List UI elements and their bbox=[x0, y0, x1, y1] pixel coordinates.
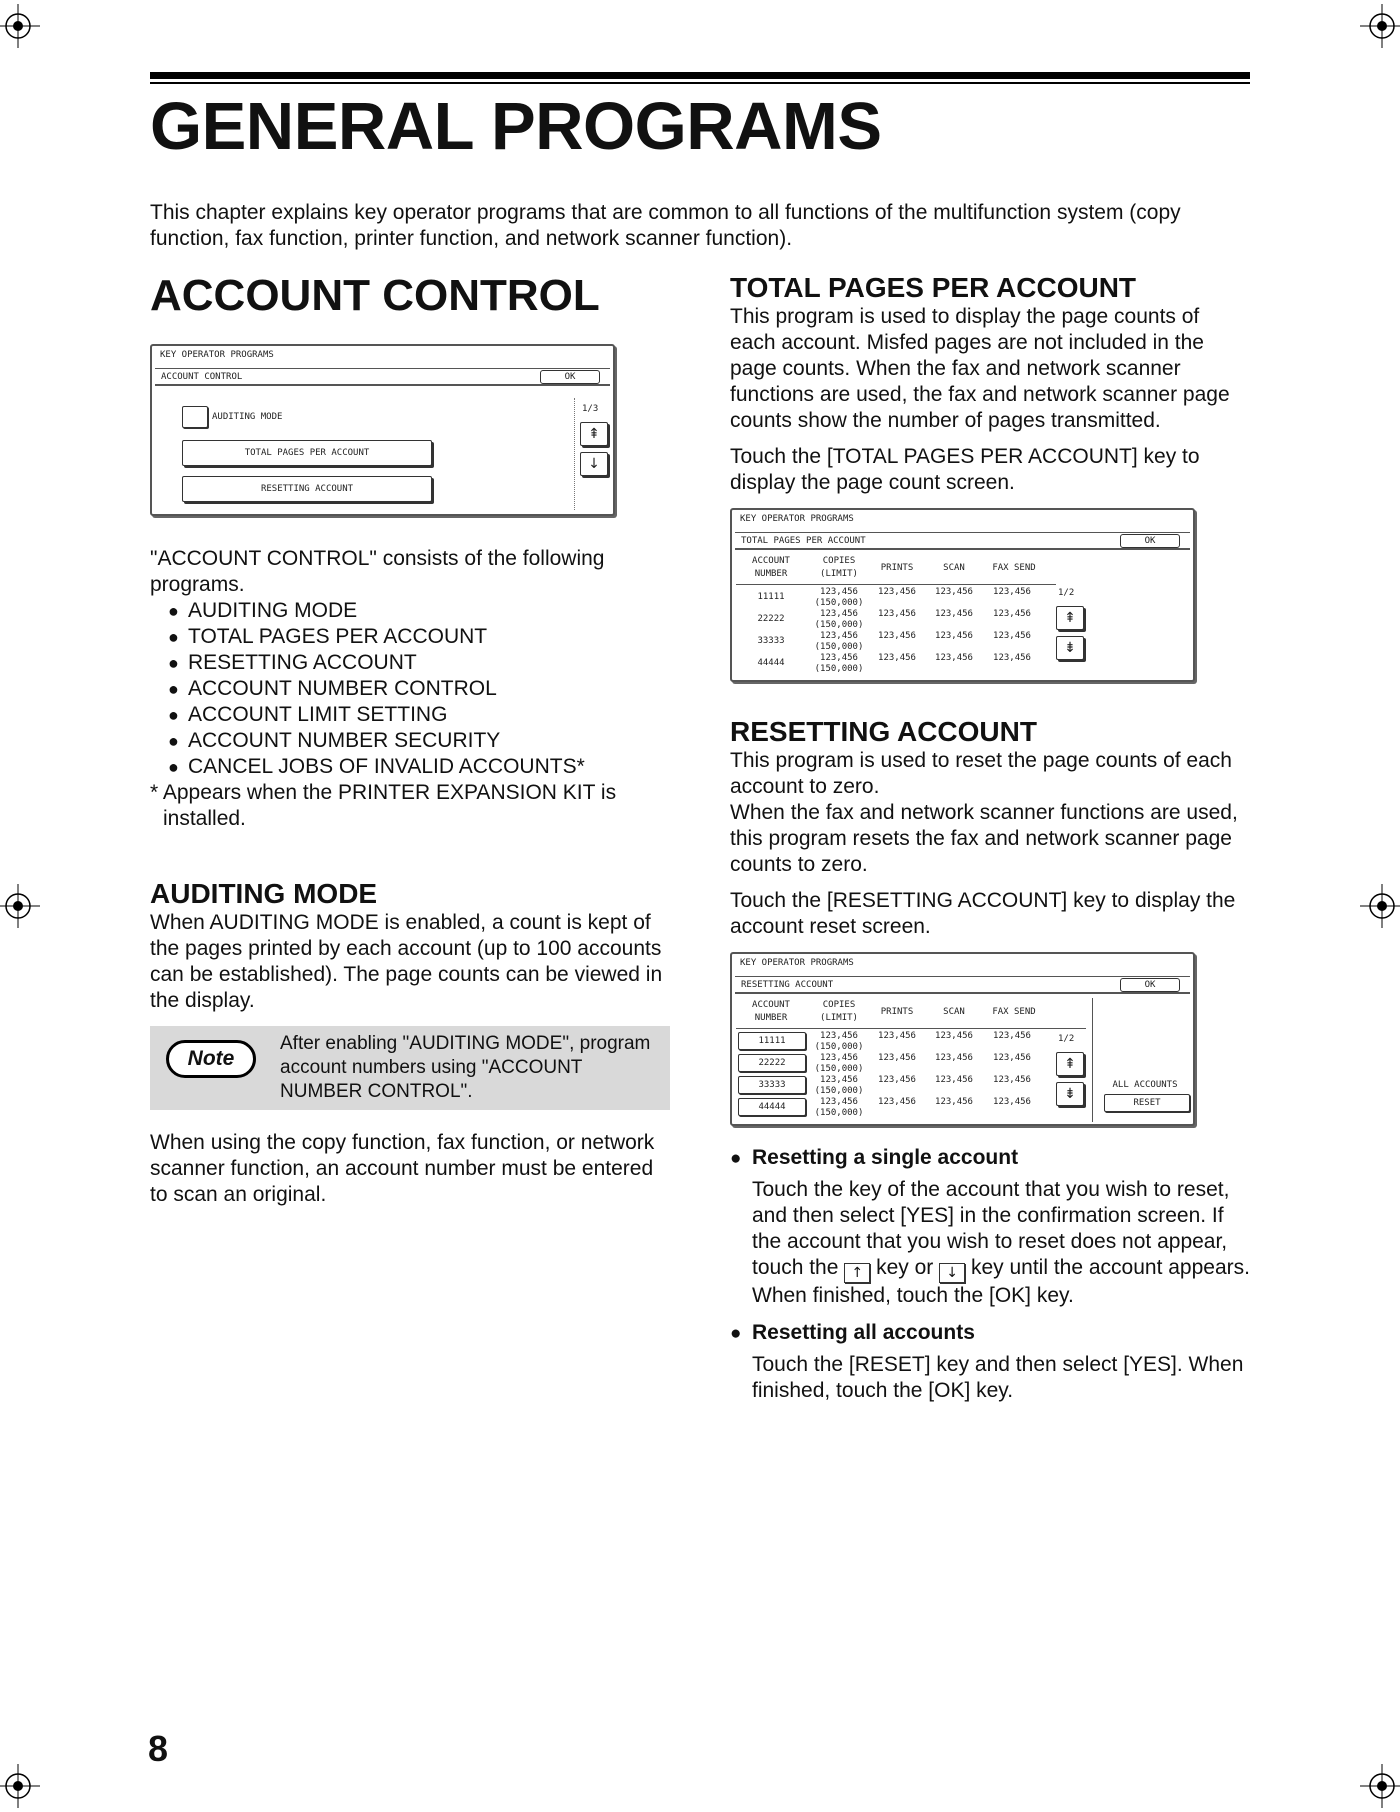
col-account-line2: NUMBER bbox=[754, 1013, 788, 1023]
col-copies-line2: (LIMIT) bbox=[820, 569, 858, 579]
col-fax: FAX SEND bbox=[992, 1007, 1036, 1017]
cell-scan: 123,456 bbox=[935, 653, 973, 663]
cell-prints: 123,456 bbox=[878, 1075, 916, 1085]
single-body-a: Touch the key of the account that you wish to reset, and then select [YES] in the confirmation screen. If the account that you wish to reset does not appear, touch the bbox=[752, 1178, 1230, 1279]
note-box bbox=[150, 1026, 670, 1110]
down-arrow-key-icon: ↓ bbox=[939, 1263, 965, 1283]
cell-account: 33333 bbox=[757, 636, 785, 646]
screen-header-1: KEY OPERATOR PROGRAMS bbox=[740, 958, 854, 968]
page-title: GENERAL PROGRAMS bbox=[150, 89, 882, 164]
cell-prints: 123,456 bbox=[878, 653, 916, 663]
total-pages-screen bbox=[730, 508, 1195, 682]
ok-button[interactable]: OK bbox=[1120, 534, 1180, 548]
cell-scan: 123,456 bbox=[935, 609, 973, 619]
list-item: ● TOTAL PAGES PER ACCOUNT bbox=[168, 624, 670, 650]
cell-limit: (150,000) bbox=[814, 1108, 864, 1118]
cell-limit: (150,000) bbox=[814, 1086, 864, 1096]
scroll-down-icon[interactable]: ↓ bbox=[580, 452, 608, 476]
cell-prints: 123,456 bbox=[878, 1053, 916, 1063]
cell-copies: 123,456 bbox=[820, 631, 858, 641]
screen-header-2-label: TOTAL PAGES PER ACCOUNT bbox=[741, 536, 866, 546]
col-account-line1: ACCOUNT bbox=[752, 1000, 790, 1010]
scroll-up-icon[interactable]: ⇞ bbox=[1056, 606, 1084, 630]
screen-header-2 bbox=[735, 532, 1190, 550]
account-key-44444[interactable]: 44444 bbox=[738, 1098, 806, 1116]
cell-scan: 123,456 bbox=[935, 1097, 973, 1107]
cell-fax: 123,456 bbox=[993, 653, 1031, 663]
col-copies bbox=[814, 1000, 864, 1023]
registration-mark-icon bbox=[1360, 884, 1400, 928]
single-account-heading bbox=[730, 1144, 1250, 1173]
screen-header-2 bbox=[735, 976, 1190, 994]
scroll-down-icon[interactable]: ⇟ bbox=[1056, 636, 1084, 660]
reset-button[interactable]: RESET bbox=[1104, 1094, 1190, 1112]
screen-header-1: KEY OPERATOR PROGRAMS bbox=[160, 350, 274, 360]
cell-scan: 123,456 bbox=[935, 1053, 973, 1063]
cell-fax: 123,456 bbox=[993, 1097, 1031, 1107]
col-copies-line1: COPIES bbox=[822, 556, 856, 566]
single-account-body bbox=[752, 1177, 1250, 1309]
cell-limit: (150,000) bbox=[814, 620, 864, 630]
cell-limit: (150,000) bbox=[814, 664, 864, 674]
resetting-body-1: This program is used to reset the page counts of each account to zero. bbox=[730, 749, 1232, 798]
note-text: After enabling "AUDITING MODE", program account numbers using "ACCOUNT NUMBER CONTROL". bbox=[280, 1033, 651, 1102]
col-copies bbox=[814, 556, 864, 579]
list-item: ● ACCOUNT NUMBER CONTROL bbox=[168, 676, 670, 702]
account-key-22222[interactable]: 22222 bbox=[738, 1054, 806, 1072]
list-item: ● AUDITING MODE bbox=[168, 598, 670, 624]
cell-fax: 123,456 bbox=[993, 1053, 1031, 1063]
ok-button[interactable]: OK bbox=[540, 370, 600, 384]
single-body-c: key until the account appears. When finished, touch the [OK] key. bbox=[752, 1256, 1250, 1307]
cell-scan: 123,456 bbox=[935, 1031, 973, 1041]
registration-mark-icon bbox=[0, 4, 40, 48]
cell-fax: 123,456 bbox=[993, 1031, 1031, 1041]
cell-copies: 123,456 bbox=[820, 1031, 858, 1041]
account-key-11111[interactable]: 11111 bbox=[738, 1032, 806, 1050]
col-prints: PRINTS bbox=[880, 1007, 914, 1017]
page-number: 8 bbox=[148, 1728, 169, 1769]
cell-prints: 123,456 bbox=[878, 1097, 916, 1107]
total-pages-body-1: This program is used to display the page counts of each account. Misfed pages are not included in the page counts. When the fax and network scanner functions are used, the fax and network scanner page counts show the number of pages transmitted. bbox=[730, 305, 1230, 432]
cell-prints: 123,456 bbox=[878, 609, 916, 619]
cell-scan: 123,456 bbox=[935, 587, 973, 597]
registration-mark-icon bbox=[1360, 4, 1400, 48]
screen-divider bbox=[574, 398, 575, 510]
right-column bbox=[730, 272, 1250, 1404]
table-header-rule bbox=[736, 1028, 1086, 1029]
auditing-mode-heading: AUDITING MODE bbox=[150, 878, 378, 909]
cell-account: 44444 bbox=[757, 658, 785, 668]
col-scan: SCAN bbox=[943, 563, 965, 573]
col-account-line2: NUMBER bbox=[754, 569, 788, 579]
screen-header-2-label: ACCOUNT CONTROL bbox=[161, 372, 243, 382]
table-header-rule bbox=[736, 584, 1056, 585]
cell-account: 22222 bbox=[757, 614, 785, 624]
total-pages-heading: TOTAL PAGES PER ACCOUNT bbox=[730, 272, 1137, 303]
cell-prints: 123,456 bbox=[878, 587, 916, 597]
cell-fax: 123,456 bbox=[993, 587, 1031, 597]
col-scan: SCAN bbox=[943, 1007, 965, 1017]
col-copies-line2: (LIMIT) bbox=[820, 1013, 858, 1023]
resetting-body-1b: When the fax and network scanner functions are used, this program resets the fax and network scanner page counts to zero. bbox=[730, 801, 1238, 876]
cell-fax: 123,456 bbox=[993, 609, 1031, 619]
cell-copies: 123,456 bbox=[820, 587, 858, 597]
cell-copies: 123,456 bbox=[820, 1053, 858, 1063]
resetting-account-key[interactable]: RESETTING ACCOUNT bbox=[182, 476, 432, 502]
col-account bbox=[746, 556, 796, 579]
all-accounts-label: ALL ACCOUNTS bbox=[1112, 1080, 1178, 1090]
account-control-screen bbox=[150, 344, 615, 516]
page-indicator: 1/2 bbox=[1058, 1034, 1075, 1044]
header-rule-thin bbox=[150, 82, 1250, 84]
note-icon bbox=[166, 1040, 256, 1078]
page-indicator: 1/3 bbox=[582, 404, 599, 414]
all-accounts-heading bbox=[730, 1319, 1250, 1348]
single-account-heading-text: Resetting a single account bbox=[752, 1146, 1019, 1169]
all-accounts-heading-text: Resetting all accounts bbox=[752, 1321, 975, 1344]
cell-limit: (150,000) bbox=[814, 598, 864, 608]
cell-scan: 123,456 bbox=[935, 631, 973, 641]
col-copies-line1: COPIES bbox=[822, 1000, 856, 1010]
registration-mark-icon bbox=[0, 884, 40, 928]
header-rule bbox=[150, 72, 1250, 79]
col-account-line1: ACCOUNT bbox=[752, 556, 790, 566]
left-column bbox=[150, 268, 670, 1208]
col-prints: PRINTS bbox=[880, 563, 914, 573]
cell-scan: 123,456 bbox=[935, 1075, 973, 1085]
cell-limit: (150,000) bbox=[814, 642, 864, 652]
note-label: Note bbox=[187, 1047, 235, 1070]
cell-fax: 123,456 bbox=[993, 631, 1031, 641]
screen-header-2 bbox=[155, 368, 610, 386]
scroll-down-icon[interactable]: ⇟ bbox=[1056, 1082, 1084, 1106]
list-item: ● ACCOUNT LIMIT SETTING bbox=[168, 702, 670, 728]
programs-list bbox=[168, 598, 670, 780]
screen-header-2-label: RESETTING ACCOUNT bbox=[741, 980, 834, 990]
cell-copies: 123,456 bbox=[820, 1097, 858, 1107]
all-accounts-body: Touch the [RESET] key and then select [YES]. When finished, touch the [OK] key. bbox=[752, 1353, 1244, 1402]
cell-prints: 123,456 bbox=[878, 1031, 916, 1041]
page-indicator: 1/2 bbox=[1058, 588, 1075, 598]
cell-copies: 123,456 bbox=[820, 653, 858, 663]
list-item: ● RESETTING ACCOUNT bbox=[168, 650, 670, 676]
up-arrow-key-icon: ↑ bbox=[844, 1263, 870, 1283]
cell-limit: (150,000) bbox=[814, 1042, 864, 1052]
cell-copies: 123,456 bbox=[820, 1075, 858, 1085]
consists-text: "ACCOUNT CONTROL" consists of the following programs. bbox=[150, 547, 605, 596]
cell-fax: 123,456 bbox=[993, 1075, 1031, 1085]
col-account bbox=[746, 1000, 796, 1023]
account-key-33333[interactable]: 33333 bbox=[738, 1076, 806, 1094]
single-body-b: key or bbox=[876, 1256, 934, 1279]
registration-mark-icon bbox=[1360, 1764, 1400, 1808]
cell-copies: 123,456 bbox=[820, 609, 858, 619]
resetting-heading: RESETTING ACCOUNT bbox=[730, 716, 1037, 747]
cell-limit: (150,000) bbox=[814, 1064, 864, 1074]
auditing-mode-checkbox[interactable] bbox=[182, 406, 208, 428]
footnote: * Appears when the PRINTER EXPANSION KIT is installed. bbox=[150, 781, 617, 830]
resetting-body-2: Touch the [RESETTING ACCOUNT] key to display the account reset screen. bbox=[730, 889, 1236, 938]
cell-prints: 123,456 bbox=[878, 631, 916, 641]
list-item: ● CANCEL JOBS OF INVALID ACCOUNTS* bbox=[168, 754, 670, 780]
cell-account: 11111 bbox=[757, 592, 785, 602]
screen-divider bbox=[1092, 998, 1093, 1122]
account-control-heading: ACCOUNT CONTROL bbox=[150, 271, 600, 320]
ok-button[interactable]: OK bbox=[1120, 978, 1180, 992]
registration-mark-icon bbox=[0, 1764, 40, 1808]
scroll-up-icon[interactable]: ⇞ bbox=[1056, 1052, 1084, 1076]
total-pages-per-account-key[interactable]: TOTAL PAGES PER ACCOUNT bbox=[182, 440, 432, 466]
resetting-screen bbox=[730, 952, 1195, 1126]
scroll-up-icon[interactable]: ⇞ bbox=[580, 422, 608, 446]
after-note-text: When using the copy function, fax function, or network scanner function, an account number must be entered to scan an original. bbox=[150, 1131, 655, 1206]
intro-paragraph: This chapter explains key operator programs that are common to all functions of the multifunction system (copy function, fax function, printer function, and network scanner function). bbox=[150, 201, 1181, 250]
auditing-mode-label: AUDITING MODE bbox=[212, 412, 283, 422]
col-fax: FAX SEND bbox=[992, 563, 1036, 573]
auditing-mode-body: When AUDITING MODE is enabled, a count is kept of the pages printed by each account (up to 100 accounts can be established). The page counts can be viewed in the display. bbox=[150, 911, 663, 1012]
list-item: ● ACCOUNT NUMBER SECURITY bbox=[168, 728, 670, 754]
screen-header-1: KEY OPERATOR PROGRAMS bbox=[740, 514, 854, 524]
total-pages-body-2: Touch the [TOTAL PAGES PER ACCOUNT] key to display the page count screen. bbox=[730, 445, 1200, 494]
